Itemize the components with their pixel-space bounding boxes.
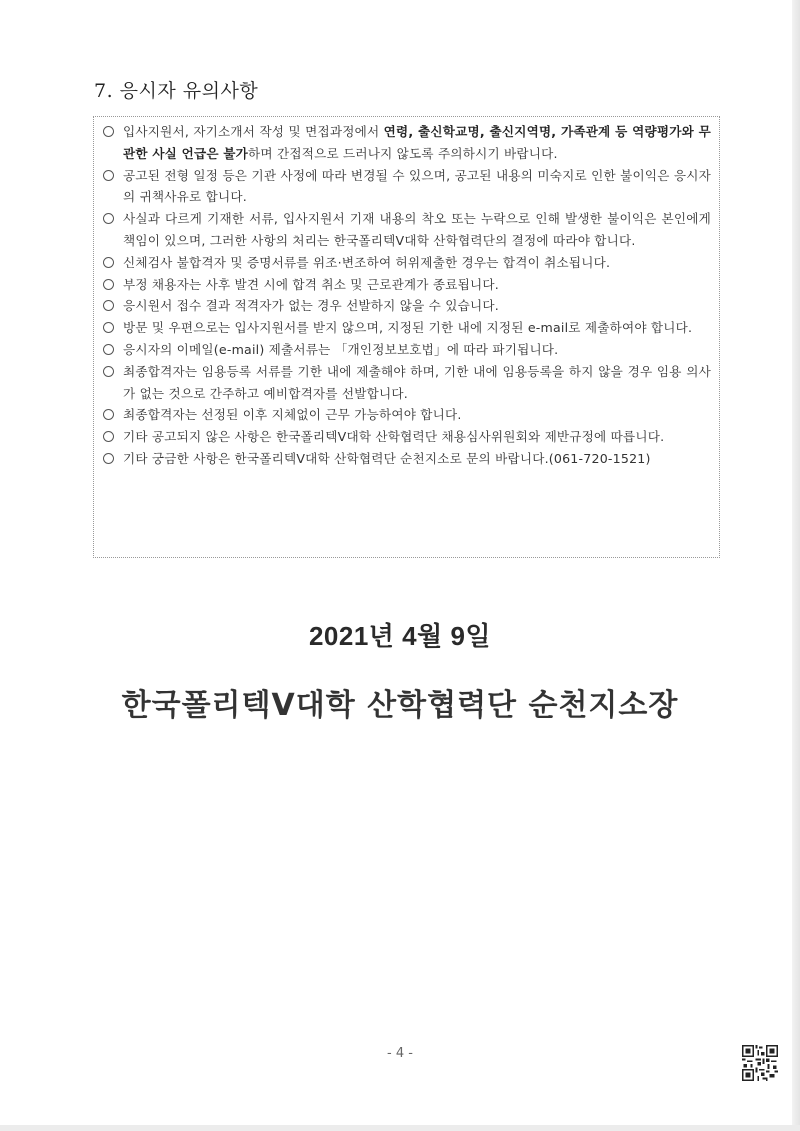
circle-bullet-icon <box>103 300 114 311</box>
notice-text: 공고된 전형 일정 등은 기관 사정에 따라 변경될 수 있으며, 공고된 내용의 미숙지로 인한 불이익은 응시자의 귀책사유로 합니다. <box>123 167 711 205</box>
circle-bullet-icon <box>103 126 114 137</box>
section-title: 7. 응시자 유의사항 <box>94 80 259 102</box>
notice-item <box>102 339 711 361</box>
notice-item <box>102 448 711 470</box>
notice-text: 신체검사 불합격자 및 증명서류를 위조·변조하여 허위제출한 경우는 합격이 취소됩니다. <box>123 254 611 270</box>
notice-item <box>102 361 711 405</box>
notice-item <box>102 252 711 274</box>
notice-item <box>102 317 711 339</box>
notice-item <box>102 208 711 252</box>
notice-item <box>102 295 711 317</box>
notice-bold-text: 연령, 출신학교명, 출신지역명, 가족관계 등 역량평가와 무관한 사실 언급은 불가 <box>123 124 711 161</box>
circle-bullet-icon <box>103 279 114 290</box>
circle-bullet-icon <box>103 453 114 464</box>
notice-list <box>102 121 711 470</box>
notice-item <box>102 404 711 426</box>
notice-text: 방문 및 우편으로는 입사지원서를 받지 않으며, 지정된 기한 내에 지정된 e-mail로 제출하여야 합니다. <box>123 320 693 336</box>
notice-item <box>102 165 711 209</box>
qr-code-icon <box>742 1045 778 1081</box>
notice-box <box>93 116 720 558</box>
circle-bullet-icon <box>103 409 114 420</box>
notice-text: 부정 채용자는 사후 발견 시에 합격 취소 및 근로관계가 종료됩니다. <box>123 276 499 292</box>
page-edge-shadow <box>792 0 800 1131</box>
notice-text: 응시자의 이메일(e-mail) 제출서류는 「개인정보보호법」에 따라 파기됩니다. <box>123 341 559 357</box>
circle-bullet-icon <box>103 257 114 268</box>
notice-item <box>102 121 711 165</box>
notice-item <box>102 426 711 448</box>
page-bottom-edge <box>0 1125 800 1131</box>
notice-text: 기타 궁금한 사항은 한국폴리텍V대학 산학협력단 순천지소로 문의 바랍니다.(061-720-1521) <box>123 450 651 466</box>
circle-bullet-icon <box>103 322 114 333</box>
circle-bullet-icon <box>103 431 114 442</box>
notice-text: 최종합격자는 임용등록 서류를 기한 내에 제출해야 하며, 기한 내에 임용등록을 하지 않을 경우 임용 의사가 없는 것으로 간주하고 예비합격자를 선발합니다. <box>123 363 711 401</box>
circle-bullet-icon <box>103 366 114 377</box>
announcement-date: 2021년 4월 9일 <box>308 621 492 651</box>
notice-text: 기타 공고되지 않은 사항은 한국폴리텍V대학 산학협력단 채용심사위원회와 제반규정에 따릅니다. <box>123 429 665 445</box>
notice-text: 최종합격자는 선정된 이후 지체없이 근무 가능하여야 합니다. <box>123 407 462 423</box>
circle-bullet-icon <box>103 344 114 355</box>
notice-text: 사실과 다르게 기재한 서류, 입사지원서 기재 내용의 착오 또는 누락으로 인해 발생한 불이익은 본인에게 책임이 있으며, 그러한 사항의 처리는 한국폴리텍V대학 산학협력단의 결정에 따라야 합니다. <box>123 211 711 248</box>
circle-bullet-icon <box>103 170 114 181</box>
notice-text: 하며 간접적으로 드러나지 않도록 주의하시기 바랍니다. <box>248 145 558 161</box>
circle-bullet-icon <box>103 213 114 224</box>
notice-text: 입사지원서, 자기소개서 작성 및 면접과정에서 <box>123 124 384 139</box>
notice-text: 응시원서 접수 결과 적격자가 없는 경우 선발하지 않을 수 있습니다. <box>123 298 499 314</box>
notice-item <box>102 274 711 296</box>
page-number: - 4 - <box>387 1046 413 1061</box>
organization-name: 한국폴리텍V대학 산학협력단 순천지소장 <box>121 688 679 723</box>
